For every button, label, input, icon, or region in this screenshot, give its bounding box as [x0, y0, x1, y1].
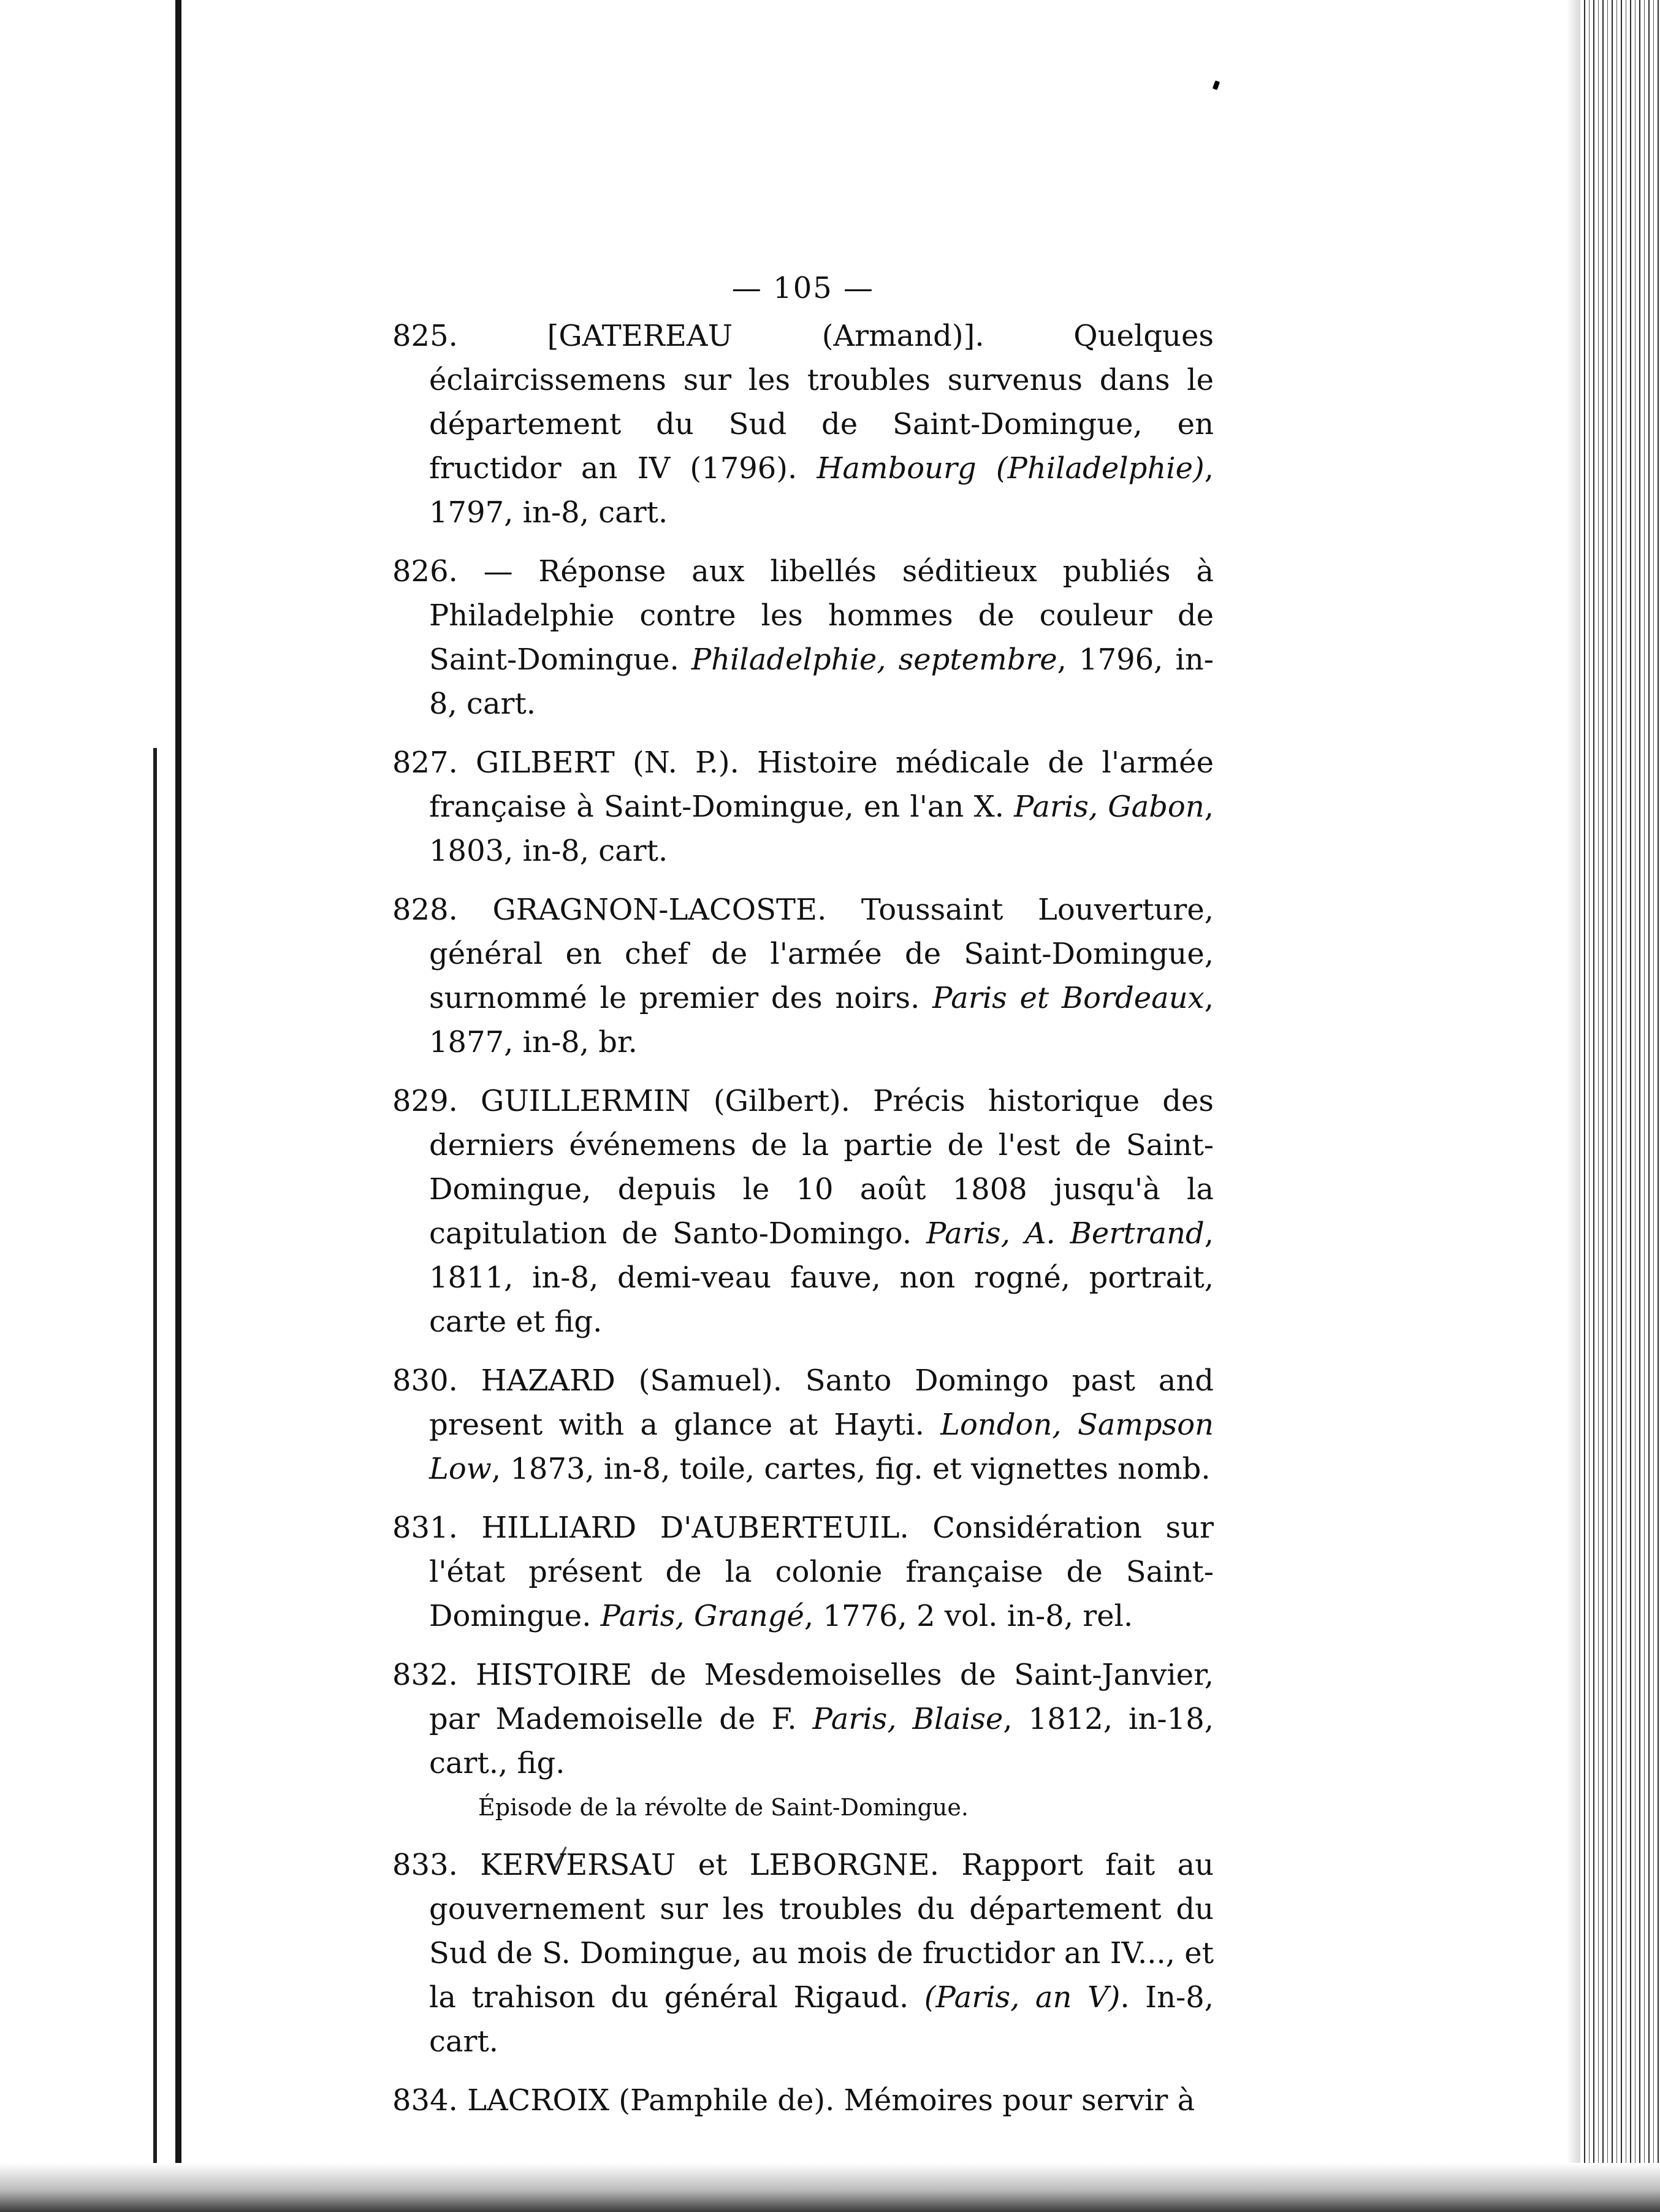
- catalogue-entry: [392, 1843, 1214, 2064]
- catalogue-page: [392, 270, 1214, 2137]
- entry-text: , 1803, in-8, cart.: [429, 790, 1214, 868]
- entry-text: 830. HAZARD (Samuel). Santo Domingo past and present with a glance at Hayti.: [392, 1363, 1214, 1442]
- page-bottom-edge: [0, 2163, 1660, 2212]
- binding-edge: [175, 0, 181, 2212]
- entry-imprint: Hambourg (Philadelphie): [817, 451, 1205, 486]
- catalogue-entry: [392, 741, 1214, 873]
- entry-text: 832. HISTOIRE de Mesdemoiselles de Saint-Janvier, par Mademoiselle de F.: [392, 1658, 1214, 1736]
- catalogue-entry: [392, 314, 1214, 535]
- entry-text: , 1776, 2 vol. in-8, rel.: [804, 1599, 1133, 1633]
- entry-note: Épisode de la révolte de Saint-Domingue.: [478, 1794, 969, 1821]
- entry-imprint: Philadelphie, septembre: [691, 643, 1057, 677]
- entry-imprint: Paris et Bordeaux: [932, 981, 1205, 1015]
- entry-text: 834. LACROIX (Pamphile de). Mémoires pour servir à: [392, 2083, 1195, 2118]
- catalogue-entry: [392, 1359, 1214, 1491]
- catalogue-entry: [392, 1079, 1214, 1344]
- entry-text: . In-8, cart.: [429, 1980, 1214, 2059]
- binding-shadow: [153, 748, 157, 2212]
- entry-imprint: (Paris, an V): [924, 1980, 1121, 2015]
- entry-list: [392, 314, 1214, 2122]
- entry-text: , 1797, in-8, cart.: [429, 451, 1214, 530]
- entry-text: , 1796, in-8, cart.: [429, 643, 1214, 721]
- entry-text: , 1812, in-18, cart., fig.: [429, 1702, 1214, 1780]
- entry-imprint: Paris, Grangé: [600, 1599, 804, 1633]
- entry-imprint: Paris, A. Bertrand: [926, 1216, 1205, 1251]
- entry-text: 829. GUILLERMIN (Gilbert). Précis historique des derniers événemens de la partie de l'est de Saint-Domingue, depuis le 10 août 1808 jusqu'à la capitulation de Santo-Domingo.: [392, 1084, 1214, 1251]
- entry-imprint: Paris, Blaise: [812, 1702, 1003, 1736]
- catalogue-entry: [392, 1506, 1214, 1638]
- ink-speck: [1213, 80, 1220, 90]
- entry-text: , 1873, in-8, toile, cartes, fig. et vignettes nomb.: [491, 1452, 1211, 1486]
- entry-text: 831. HILLIARD D'AUBERTEUIL. Considération sur l'état présent de la colonie française de Saint-Domingue.: [392, 1511, 1214, 1633]
- catalogue-entry: [392, 1653, 1214, 1785]
- catalogue-entry: [392, 549, 1214, 726]
- page-left-margin: [0, 0, 178, 2212]
- catalogue-entry: [392, 2078, 1214, 2122]
- entry-text: 833. KERVERSAU et LEBORGNE. Rapport fait au gouvernement sur les troubles du département du Sud de S. Domingue, au mois de fructidor an IV..., et la trahison du général Rigaud.: [392, 1848, 1214, 2015]
- catalogue-entry: [392, 888, 1214, 1064]
- entry-text: 826. — Réponse aux libellés séditieux publiés à Philadelphie contre les hommes de couleur de Saint-Domingue.: [392, 554, 1214, 677]
- entry-text: 828. GRAGNON-LACOSTE. Toussaint Louverture, général en chef de l'armée de Saint-Domingue, surnommé le premier des noirs.: [392, 893, 1214, 1015]
- entry-text: 827. GILBERT (N. P.). Histoire médicale de l'armée française à Saint-Domingue, en l'an X.: [392, 746, 1214, 824]
- page-stack-edge: [1580, 0, 1660, 2212]
- entry-text: , 1811, in-8, demi-veau fauve, non rogné, portrait, carte et fig.: [429, 1216, 1214, 1339]
- page-right-shadow: [1567, 0, 1580, 2212]
- entry-imprint: London, Sampson Low: [429, 1408, 1214, 1486]
- page-number: — 105 —: [731, 271, 875, 305]
- entry-text: 825. [GATEREAU (Armand)]. Quelques éclaircissemens sur les troubles survenus dans le département du Sud de Saint-Domingue, en fructidor an IV (1796).: [392, 319, 1214, 486]
- entry-imprint: Paris, Gabon: [1014, 790, 1205, 824]
- entry-text: , 1877, in-8, br.: [429, 981, 1214, 1059]
